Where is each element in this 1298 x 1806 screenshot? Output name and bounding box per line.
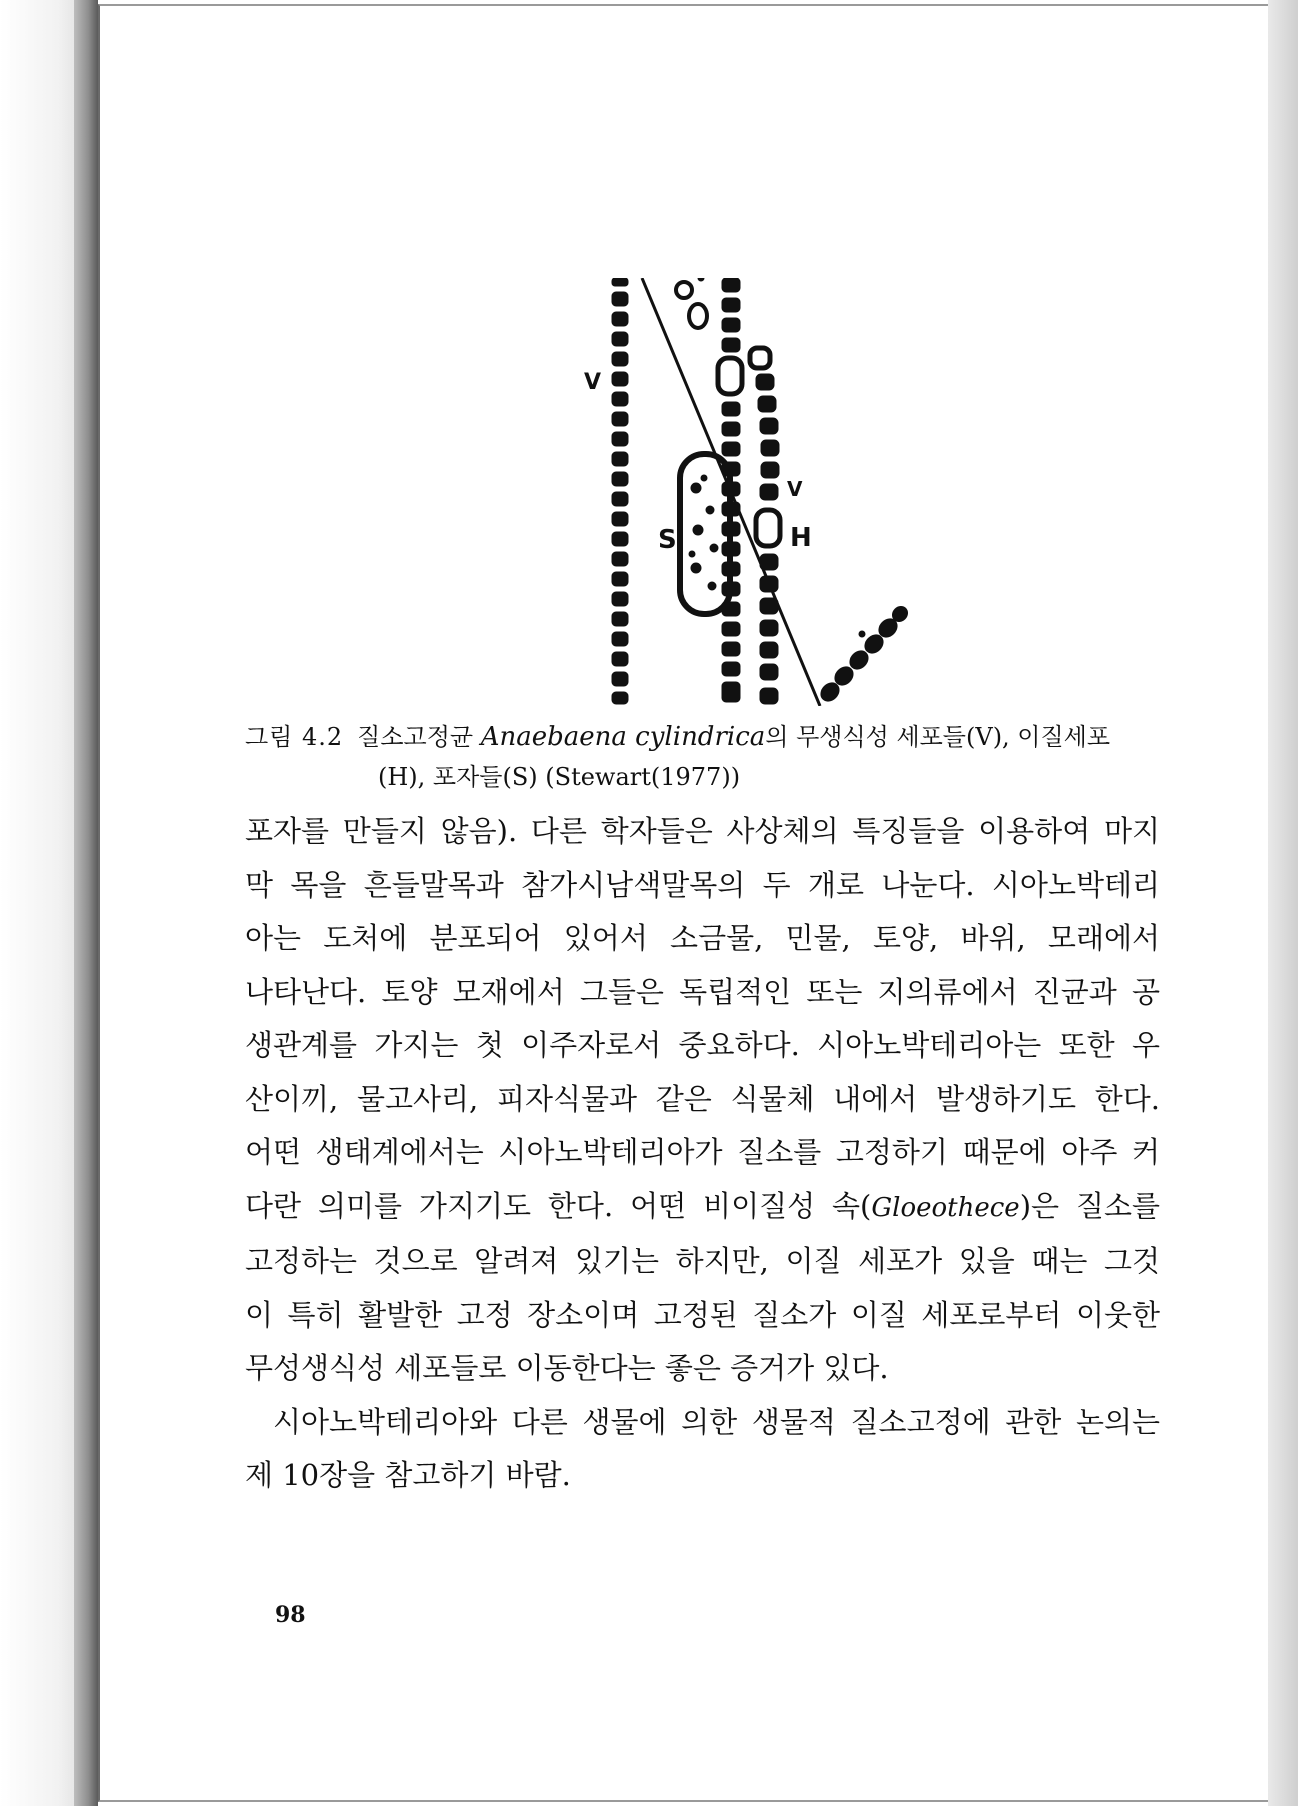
caption-species-name: Anaebaena cylindrica [480, 722, 766, 752]
body-paragraphs [245, 805, 1160, 1503]
label-v-right: V [787, 477, 803, 501]
label-v-left: V [584, 370, 602, 395]
right-filament [750, 348, 780, 704]
body-line: 무성생식성 세포들로 이동한다는 좋은 증거가 있다. [245, 1351, 889, 1385]
caption-label: 그림 4.2 [245, 723, 344, 751]
label-h: H [790, 523, 812, 553]
body-line: 고정하는 것으로 알려져 있기는 하지만, 이질 세포가 있을 때는 그것 [245, 1244, 1160, 1278]
lower-right-filament [817, 603, 910, 704]
body-line-8-head: 다란 의미를 가지기도 한다. 어떤 비이질성 속( [245, 1188, 872, 1223]
page-stack-edge [1268, 0, 1298, 1806]
genus-name: Gloeothece [871, 1192, 1020, 1223]
caption-line-2: (H), 포자들(S) (Stewart(1977)) [378, 763, 741, 791]
page-number: 98 [275, 1602, 306, 1628]
body-line: 막 목을 흔들말목과 참가시남색말목의 두 개로 나눈다. 시아노박테리 [245, 867, 1160, 902]
body-line: 시아노박테리아와 다른 생물에 의한 생물적 질소고정에 관한 논의는 [273, 1404, 1160, 1439]
caption-text-part2: 의 무생식성 세포들(V), 이질세포 [765, 723, 1111, 751]
figure-caption [245, 717, 1175, 797]
body-line: 아는 도처에 분포되어 있어서 소금물, 민물, 토양, 바위, 모래에서 [245, 921, 1160, 955]
caption-text-part1: 질소고정균 [357, 723, 481, 751]
body-line: 생관계를 가지는 첫 이주자로서 중요하다. 시아노박테리아는 또한 우 [245, 1028, 1160, 1062]
label-s: S [658, 525, 677, 555]
body-line: 포자를 만들지 않음). 다른 학자들은 사상체의 특징들을 이용하여 마지 [245, 814, 1160, 848]
cyanobacteria-figure [572, 278, 922, 706]
body-line: 이 특히 활발한 고정 장소이며 고정된 질소가 이질 세포로부터 이웃한 [245, 1297, 1160, 1332]
body-line: 어떤 생태계에서는 시아노박테리아가 질소를 고정하기 때문에 아주 커 [245, 1135, 1160, 1169]
body-line: 나타난다. 토양 모재에서 그들은 독립적인 또는 지의류에서 진균과 공 [245, 974, 1160, 1009]
body-line: 제 10장을 참고하기 바람. [245, 1458, 571, 1492]
left-filament [612, 278, 628, 704]
body-line-8-tail: )은 질소를 [1019, 1188, 1160, 1223]
body-line: 산이끼, 물고사리, 피자식물과 같은 식물체 내에서 발생하기도 한다. [245, 1081, 1160, 1116]
book-binding-edge [0, 0, 96, 1806]
upper-diagonal-cells [676, 278, 707, 328]
body-line-with-genus [245, 1180, 1160, 1236]
